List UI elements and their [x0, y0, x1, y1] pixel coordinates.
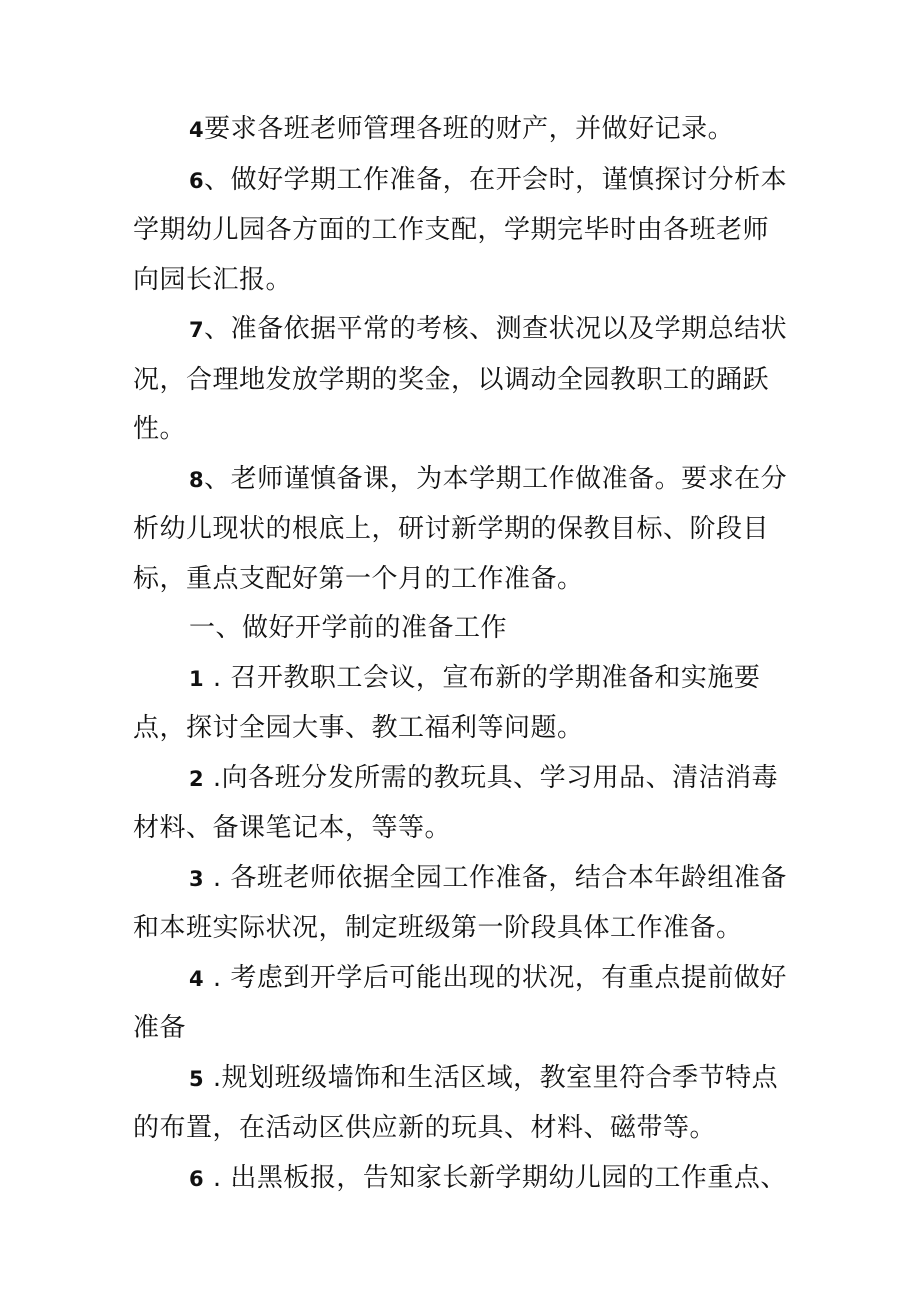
- item-number: 6: [189, 1166, 205, 1191]
- paragraph-item-2-supplies: [133, 754, 793, 854]
- paragraph-text: 要求各班老师管理各班的财产，并做好记录。: [204, 114, 735, 144]
- item-separator: .: [204, 1062, 222, 1093]
- paragraph-text: 召开教职工会议，宣布新的学期准备和实施要点，探讨全园大事、教工福利等问题。: [133, 662, 761, 743]
- paragraph-item-4-records: [133, 105, 793, 156]
- section-heading: [133, 604, 793, 654]
- paragraph-text: 考虑到开学后可能出现的状况，有重点提前做好准备: [133, 962, 787, 1043]
- paragraph-item-6-blackboard: [133, 1154, 793, 1205]
- section-heading-text: 一、做好开学前的准备工作: [189, 613, 508, 643]
- document-body: [133, 105, 793, 1204]
- paragraph-text: 向各班分发所需的教玩具、学习用品、清洁消毒材料、备课笔记本，等等。: [133, 762, 779, 843]
- item-number: 5: [189, 1066, 205, 1091]
- paragraph-item-8-lesson-prep: [133, 455, 793, 605]
- item-number: 4: [189, 118, 205, 142]
- item-separator: .: [204, 962, 231, 993]
- item-number: 7: [189, 318, 205, 342]
- item-separator: .: [204, 1162, 231, 1193]
- paragraph-text: 各班老师依据全园工作准备，结合本年龄组准备和本班实际状况，制定班级第一阶段具体工作准备。: [133, 862, 787, 943]
- paragraph-item-4-contingency: [133, 954, 793, 1054]
- paragraph-item-7-bonus: [133, 305, 793, 455]
- paragraph-text: 、老师谨慎备课，为本学期工作做准备。要求在分析幼儿现状的根底上，研讨新学期的保教目标、阶段目标，重点支配好第一个月的工作准备。: [133, 463, 788, 594]
- paragraph-text: 、准备依据平常的考核、测查状况以及学期总结状况，合理地发放学期的奖金，以调动全园教职工的踊跃性。: [133, 314, 788, 444]
- item-number: 3: [189, 866, 205, 891]
- paragraph-text: 出黑板报，告知家长新学期幼儿园的工作重点、: [230, 1162, 787, 1193]
- item-number: 4: [189, 966, 205, 991]
- paragraph-item-6-plan: [133, 156, 793, 306]
- item-separator: .: [204, 662, 231, 693]
- item-number: 8: [189, 467, 205, 492]
- paragraph-item-3-class-plan: [133, 854, 793, 954]
- paragraph-text: 、做好学期工作准备，在开会时，谨慎探讨分析本学期幼儿园各方面的工作支配，学期完毕时由各班老师向园长汇报。: [133, 164, 788, 295]
- item-number: 6: [189, 168, 205, 193]
- item-separator: .: [204, 762, 222, 793]
- paragraph-item-5-decoration: [133, 1054, 793, 1154]
- paragraph-text: 规划班级墙饰和生活区域，教室里符合季节特点的布置，在活动区供应新的玩具、材料、磁带等。: [133, 1062, 779, 1143]
- item-number: 1: [189, 666, 205, 691]
- paragraph-item-1-meeting: [133, 654, 793, 754]
- item-number: 2: [189, 766, 205, 791]
- item-separator: .: [204, 862, 231, 893]
